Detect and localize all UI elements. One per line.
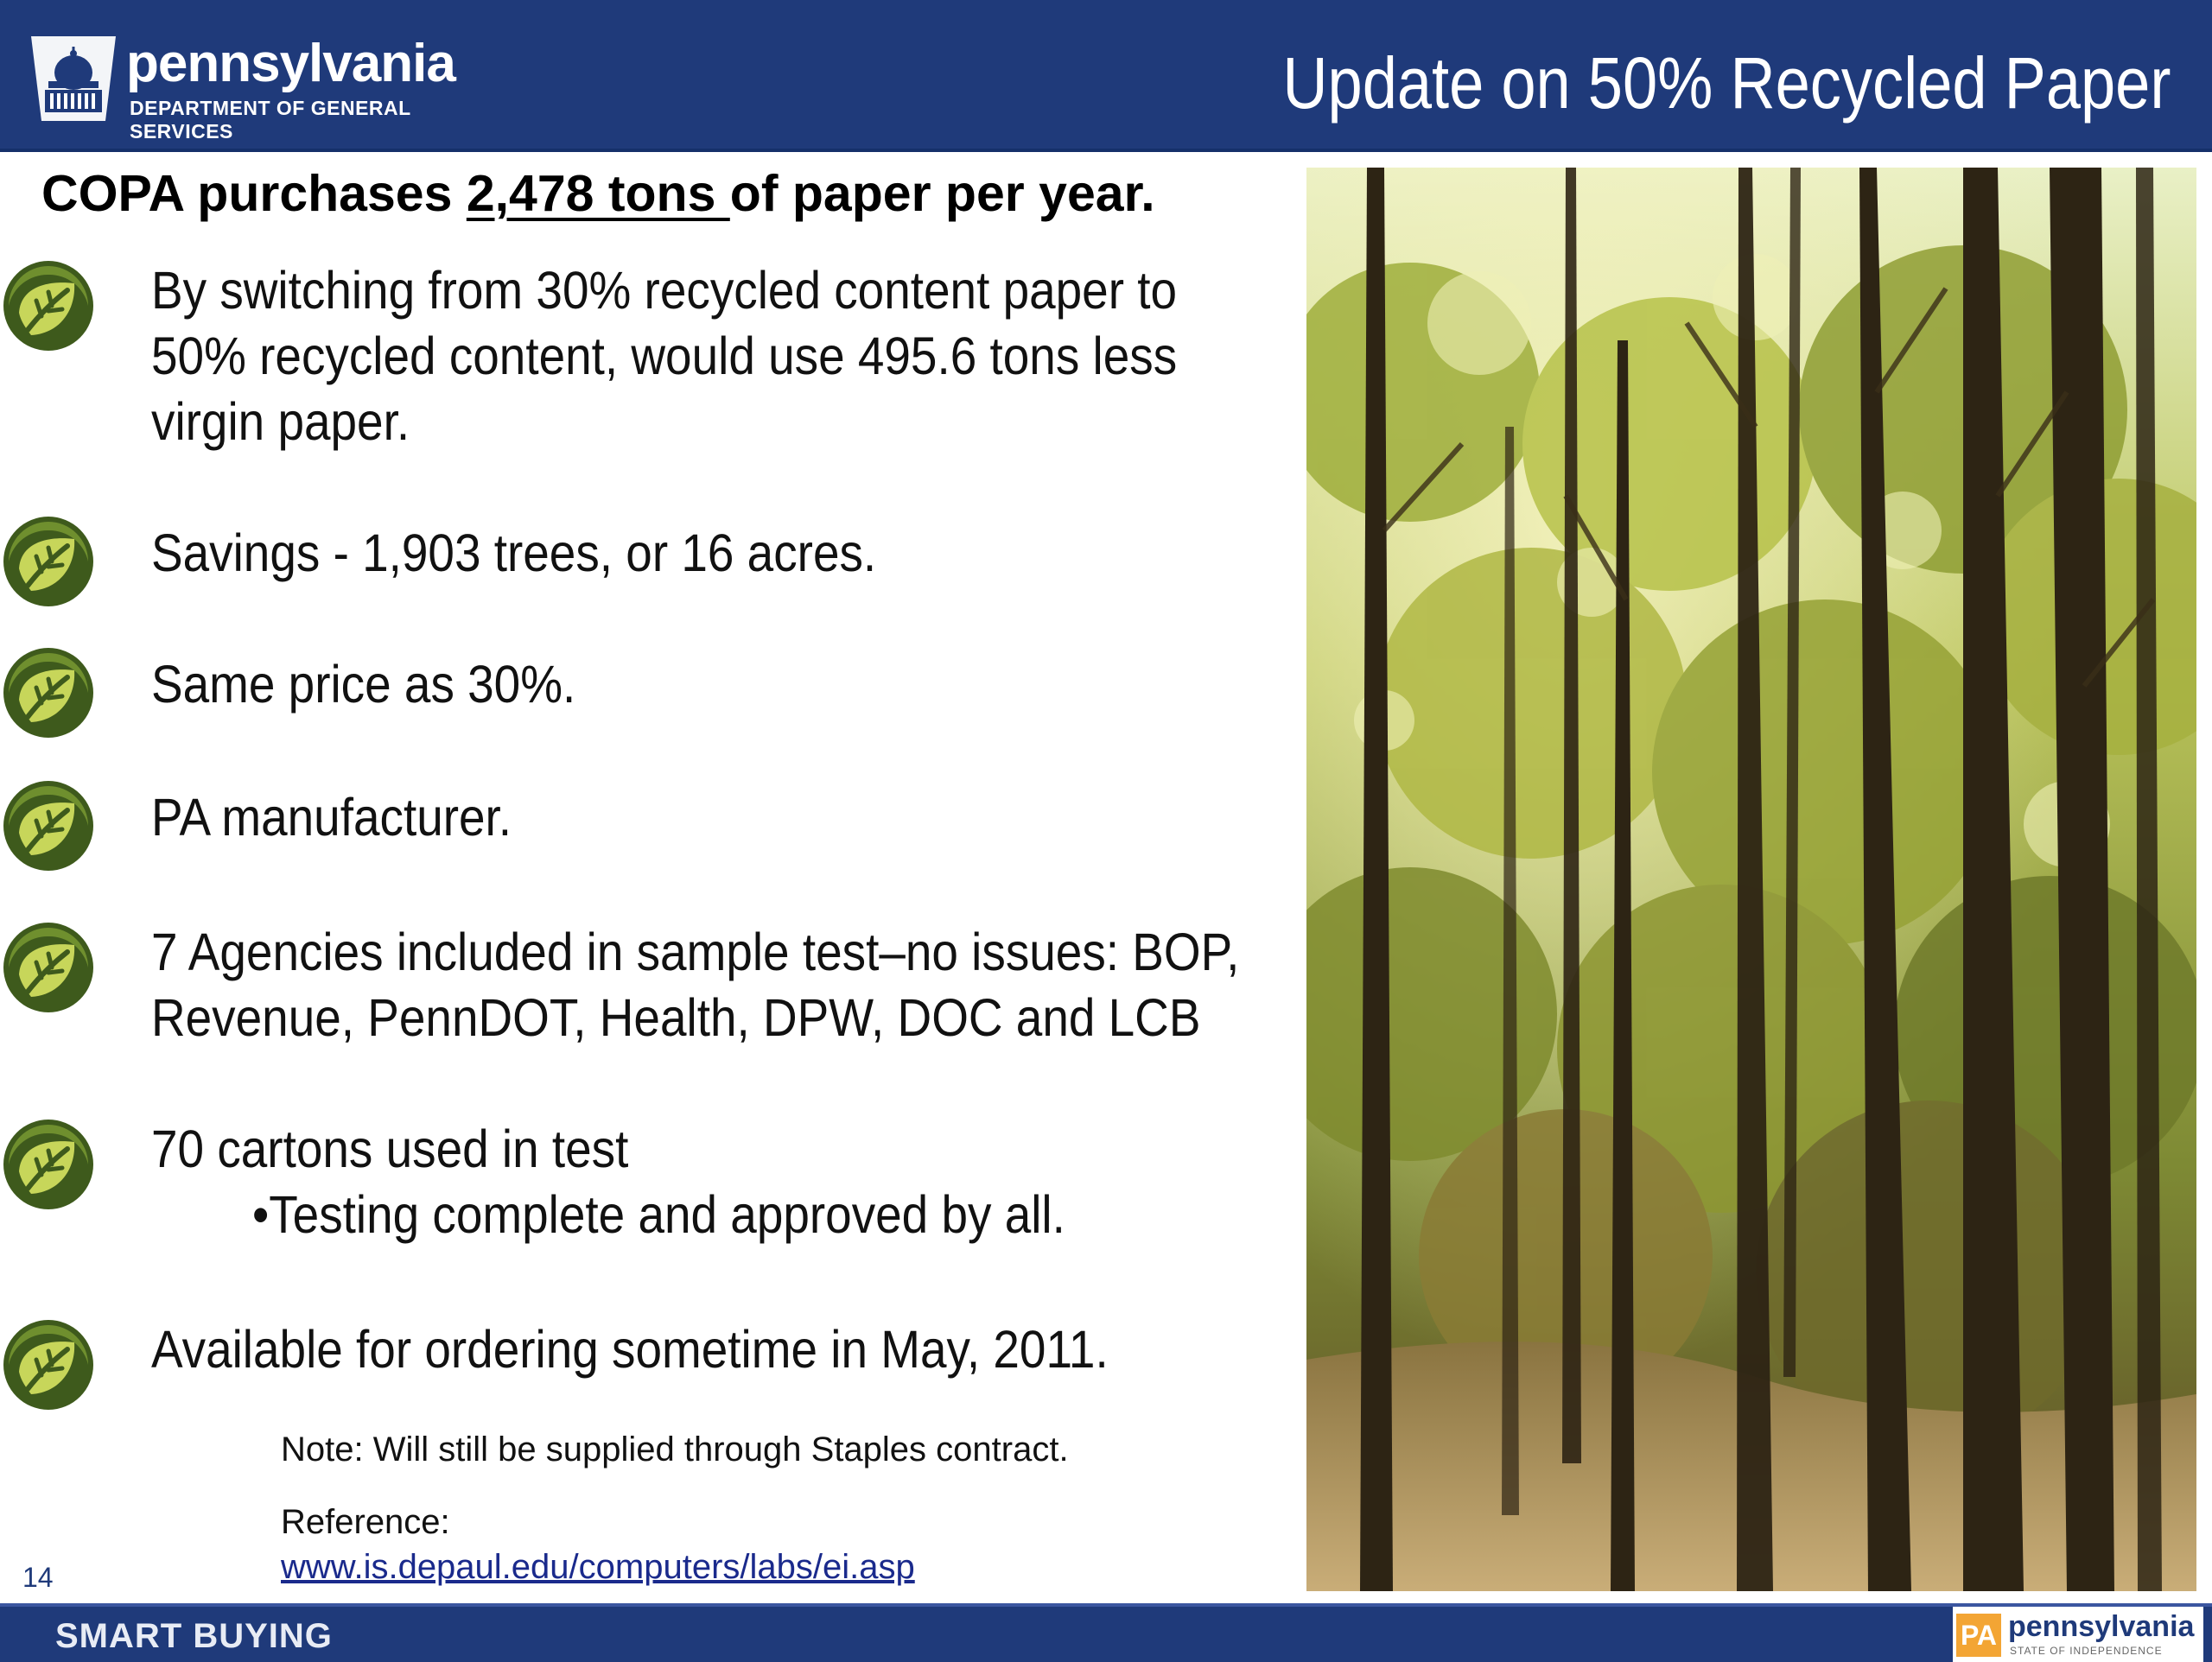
dgs-logo: [22, 28, 515, 143]
bullet-line: Same price as 30%.: [151, 655, 576, 714]
headline-part2: of paper per year.: [729, 165, 1155, 222]
leaf-icon: [0, 644, 97, 741]
leaf-icon: [0, 513, 97, 610]
logo-title: pennsylvania: [126, 34, 455, 93]
reference-label: Reference:: [281, 1503, 450, 1541]
pa-badge: PA: [1956, 1614, 2001, 1657]
reference-link[interactable]: www.is.depaul.edu/computers/labs/ei.asp: [281, 1548, 915, 1586]
footer-pa-logo: [1953, 1607, 2203, 1662]
bullet-line: virgin paper.: [151, 392, 410, 451]
footer-text: SMART BUYING: [55, 1617, 333, 1655]
bullet-line: 50% recycled content, would use 495.6 tons less: [151, 327, 1178, 385]
bullet-line: Available for ordering sometime in May, 2011.: [151, 1320, 1109, 1379]
leaf-icon: [0, 1316, 97, 1413]
bullet-line: 7 Agencies included in sample test–no issues: BOP,: [151, 923, 1240, 981]
leaf-icon: [0, 1116, 97, 1213]
footer-bar: [0, 1603, 2212, 1662]
logo-subtitle: DEPARTMENT OF GENERAL SERVICES: [130, 97, 411, 143]
capitol-keystone-icon: [22, 28, 124, 130]
forest-photo: [1306, 168, 2196, 1591]
headline-tonnage: 2,478 tons: [466, 165, 730, 222]
pa-tagline: STATE OF INDEPENDENCE: [2010, 1645, 2163, 1657]
forest-image: [1306, 168, 2196, 1591]
bullet-line: PA manufacturer.: [151, 788, 512, 847]
bullet-line: By switching from 30% recycled content paper to: [151, 261, 1178, 320]
leaf-icon: [0, 777, 97, 874]
page-number: 14: [22, 1562, 54, 1593]
bullet-subline: •Testing complete and approved by all.: [252, 1185, 1065, 1244]
headline-part1: COPA purchases: [41, 165, 467, 222]
bullet-line: Revenue, PennDOT, Health, DPW, DOC and LCB: [151, 988, 1201, 1047]
leaf-icon: [0, 919, 97, 1016]
pa-wordmark: pennsylvania: [2008, 1610, 2195, 1643]
note-text: Note: Will still be supplied through Staples contract.: [281, 1430, 1069, 1469]
headline: [41, 164, 1155, 223]
slide-title: Update on 50% Recycled Paper: [1281, 42, 2171, 124]
header-bar: [0, 0, 2212, 152]
bullet-line: 70 cartons used in test: [151, 1120, 629, 1178]
leaf-icon: [0, 257, 97, 354]
bullet-line: Savings - 1,903 trees, or 16 acres.: [151, 523, 877, 582]
